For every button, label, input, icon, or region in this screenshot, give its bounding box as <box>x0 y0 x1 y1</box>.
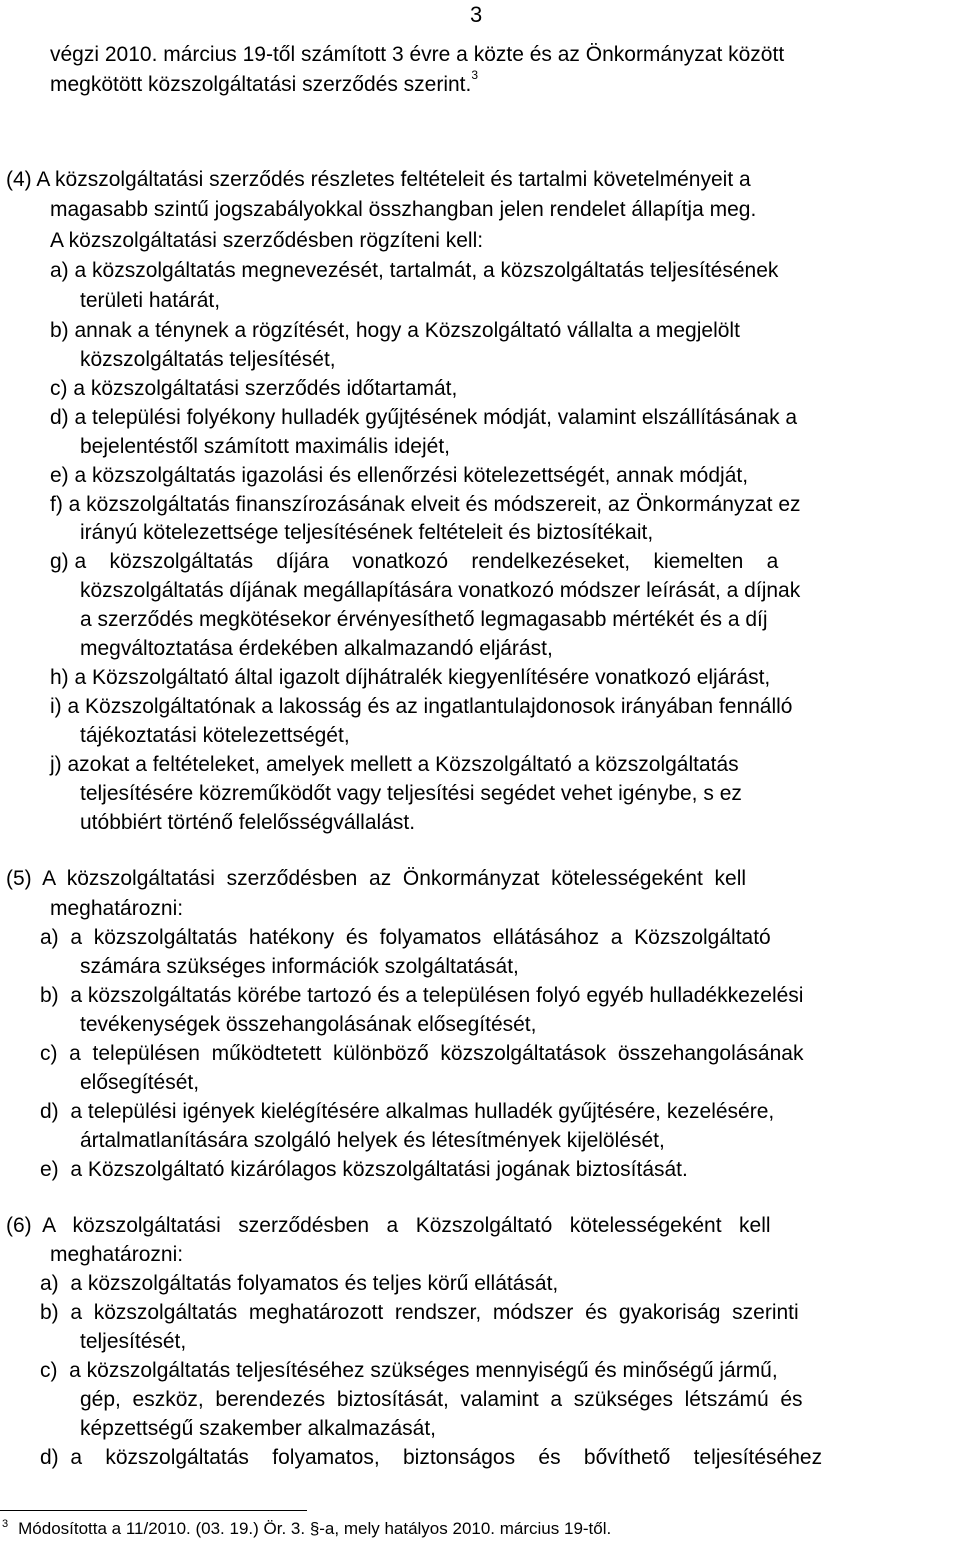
section-4-text: magasabb szintű jogszabályokkal összhangban jelen rendelet állapítja meg. <box>50 198 757 221</box>
list-item-continuation: teljesítésére közreműködőt vagy teljesítési segédet vehet igénybe, s ez <box>80 782 742 805</box>
list-item: f) a közszolgáltatás finanszírozásának elveit és módszereit, az Önkormányzat ez <box>50 493 801 516</box>
list-item-continuation: bejelentéstől számított maximális idejét, <box>80 435 450 458</box>
list-item: b) annak a ténynek a rögzítését, hogy a Közszolgáltató vállalta a megjelölt <box>50 319 740 342</box>
list-item: b) a közszolgáltatás meghatározott rendszer, módszer és gyakoriság szerinti <box>40 1301 799 1324</box>
list-item: c) a közszolgáltatási szerződés időtartamát, <box>50 377 458 400</box>
list-item-continuation: irányú kötelezettsége teljesítésének feltételeit és biztosítékait, <box>80 521 654 544</box>
section-5-heading: (5) A közszolgáltatási szerződésben az Önkormányzat kötelességeként kell <box>6 867 747 890</box>
section-4-text: A közszolgáltatási szerződésben rögzíteni kell: <box>50 229 484 252</box>
section-6-heading: (6) A közszolgáltatási szerződésben a Közszolgáltató kötelességeként kell <box>6 1214 771 1237</box>
list-item-continuation: ártalmatlanítására szolgáló helyek és létesítmények kijelölését, <box>80 1129 665 1152</box>
list-item-continuation: tevékenységek összehangolásának elősegítését, <box>80 1013 537 1036</box>
list-item: e) a Közszolgáltató kizárólagos közszolgáltatási jogának biztosítását. <box>40 1158 688 1181</box>
footnote-reference[interactable]: 3 <box>471 68 479 82</box>
list-item-continuation: tájékoztatási kötelezettségét, <box>80 724 350 747</box>
page-number: 3 <box>470 2 483 27</box>
list-item: d) a települési folyékony hulladék gyűjtésének módját, valamint elszállításának a <box>50 406 798 429</box>
footnote-separator <box>0 1510 307 1511</box>
list-item: d) a települési igények kielégítésére alkalmas hulladék gyűjtésére, kezelésére, <box>40 1100 775 1123</box>
list-item: d) a közszolgáltatás folyamatos, biztonságos és bővíthető teljesítéséhez <box>40 1446 823 1469</box>
list-item: a) a közszolgáltatás hatékony és folyamatos ellátásához a Közszolgáltató <box>40 926 771 949</box>
list-item-continuation: elősegítését, <box>80 1071 200 1094</box>
footnote-mark: 3 <box>2 1518 9 1530</box>
list-item-continuation: képzettségű szakember alkalmazását, <box>80 1417 437 1440</box>
intro-text: megkötött közszolgáltatási szerződés szerint. <box>50 73 472 96</box>
list-item: e) a közszolgáltatás igazolási és ellenőrzési kötelezettségét, annak módját, <box>50 464 749 487</box>
list-item: c) a településen működtetett különböző közszolgáltatások összehangolásának <box>40 1042 804 1065</box>
list-item: a) a közszolgáltatás megnevezését, tartalmát, a közszolgáltatás teljesítésének <box>50 259 779 282</box>
list-item-continuation: gép, eszköz, berendezés biztosítását, valamint a szükséges létszámú és <box>80 1388 803 1411</box>
list-item: c) a közszolgáltatás teljesítéséhez szükséges mennyiségű és minőségű jármű, <box>40 1359 778 1382</box>
list-item: b) a közszolgáltatás körébe tartozó és a településen folyó egyéb hulladékkezelési <box>40 984 804 1007</box>
section-4-heading: (4) A közszolgáltatási szerződés részletes feltételeit és tartalmi követelményeit a <box>6 168 751 191</box>
list-item-continuation: teljesítését, <box>80 1330 187 1353</box>
section-6-text: meghatározni: <box>50 1243 184 1266</box>
list-item-continuation: megváltoztatása érdekében alkalmazandó eljárást, <box>80 637 553 660</box>
list-item-continuation: számára szükséges információk szolgáltatását, <box>80 955 519 978</box>
list-item: h) a Közszolgáltató által igazolt díjhátralék kiegyenlítésére vonatkozó eljárást, <box>50 666 771 689</box>
list-item-continuation: a szerződés megkötésekor érvényesíthető legmagasabb mértékét és a díj <box>80 608 768 631</box>
list-item: j) azokat a feltételeket, amelyek mellett a Közszolgáltató a közszolgáltatás <box>50 753 739 776</box>
section-5-text: meghatározni: <box>50 897 184 920</box>
list-item-continuation: közszolgáltatás díjának megállapítására vonatkozó módszer leírását, a díjnak <box>80 579 801 602</box>
list-item: i) a Közszolgáltatónak a lakosság és az ingatlantulajdonosok irányában fennálló <box>50 695 793 718</box>
list-item-continuation: utóbbiért történő felelősségvállalást. <box>80 811 416 834</box>
list-item-continuation: közszolgáltatás teljesítését, <box>80 348 336 371</box>
intro-line: végzi 2010. március 19-től számított 3 évre a közte és az Önkormányzat között <box>50 43 785 66</box>
list-item-continuation: területi határát, <box>80 289 221 312</box>
footnote-text: Módosította a 11/2010. (03. 19.) Ör. 3. §-a, mely hatályos 2010. március 19-től. <box>18 1519 612 1538</box>
list-item: a) a közszolgáltatás folyamatos és teljes körű ellátását, <box>40 1272 559 1295</box>
intro-line <box>50 68 479 100</box>
footnote <box>2 1519 611 1539</box>
list-item: g) a közszolgáltatás díjára vonatkozó rendelkezéseket, kiemelten a <box>50 550 779 573</box>
